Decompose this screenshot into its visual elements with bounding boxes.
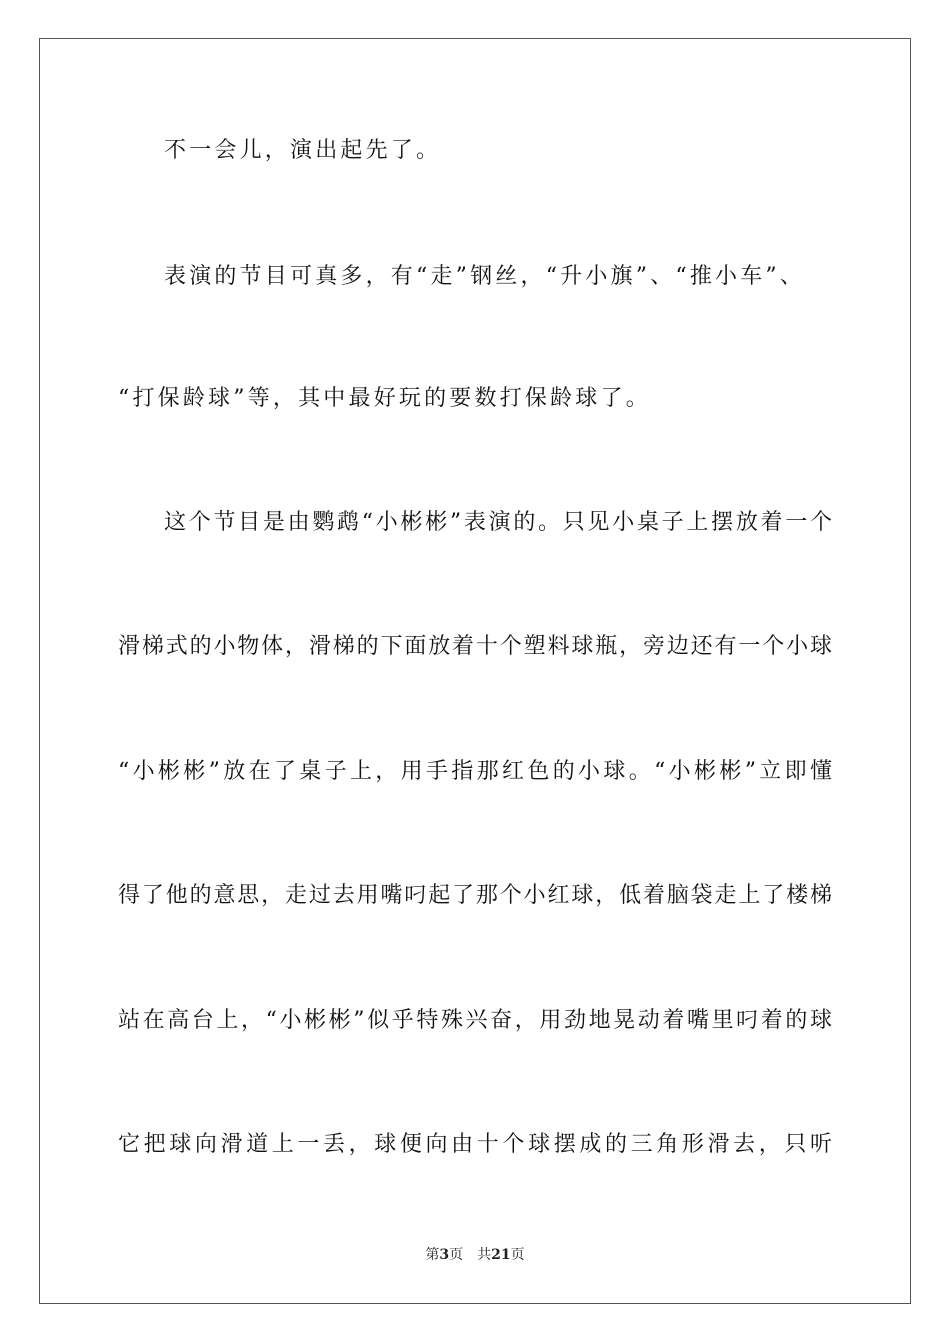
footer-total-suffix: 页 [510, 1247, 525, 1263]
paragraph-line-6: “小彬彬”放在了桌子上，用手指那红色的小球。“小彬彬”立即懂 [118, 759, 832, 784]
footer-total-prefix: 共 [477, 1247, 492, 1263]
paragraph-line-9: 它把球向滑道上一丢，球便向由十个球摆成的三角形滑去，只听 [118, 1132, 832, 1157]
paragraph-line-1: 不一会儿，演出起先了。 [164, 138, 442, 163]
footer-current-page: 3 [439, 1247, 450, 1263]
footer-page-prefix: 第 [425, 1247, 440, 1263]
paragraph-line-4: 这个节目是由鹦鹉“小彬彬”表演的。只见小桌子上摆放着一个 [164, 510, 832, 535]
paragraph-line-3: “打保龄球”等，其中最好玩的要数打保龄球了。 [118, 386, 651, 411]
paragraph-line-8: 站在高台上，“小彬彬”似乎特殊兴奋，用劲地晃动着嘴里叼着的球 [118, 1008, 832, 1033]
footer-total-pages: 21 [491, 1247, 511, 1263]
footer-page-suffix: 页 [449, 1247, 464, 1263]
paragraph-line-5: 滑梯式的小物体，滑梯的下面放着十个塑料球瓶，旁边还有一个小球 [118, 634, 832, 659]
page-footer [0, 1246, 950, 1264]
paragraph-line-2: 表演的节目可真多，有“走”钢丝，“升小旗”、“推小车”、 [164, 264, 806, 289]
page-border [39, 38, 911, 1304]
paragraph-line-7: 得了他的意思，走过去用嘴叼起了那个小红球，低着脑袋走上了楼梯 [118, 883, 832, 908]
